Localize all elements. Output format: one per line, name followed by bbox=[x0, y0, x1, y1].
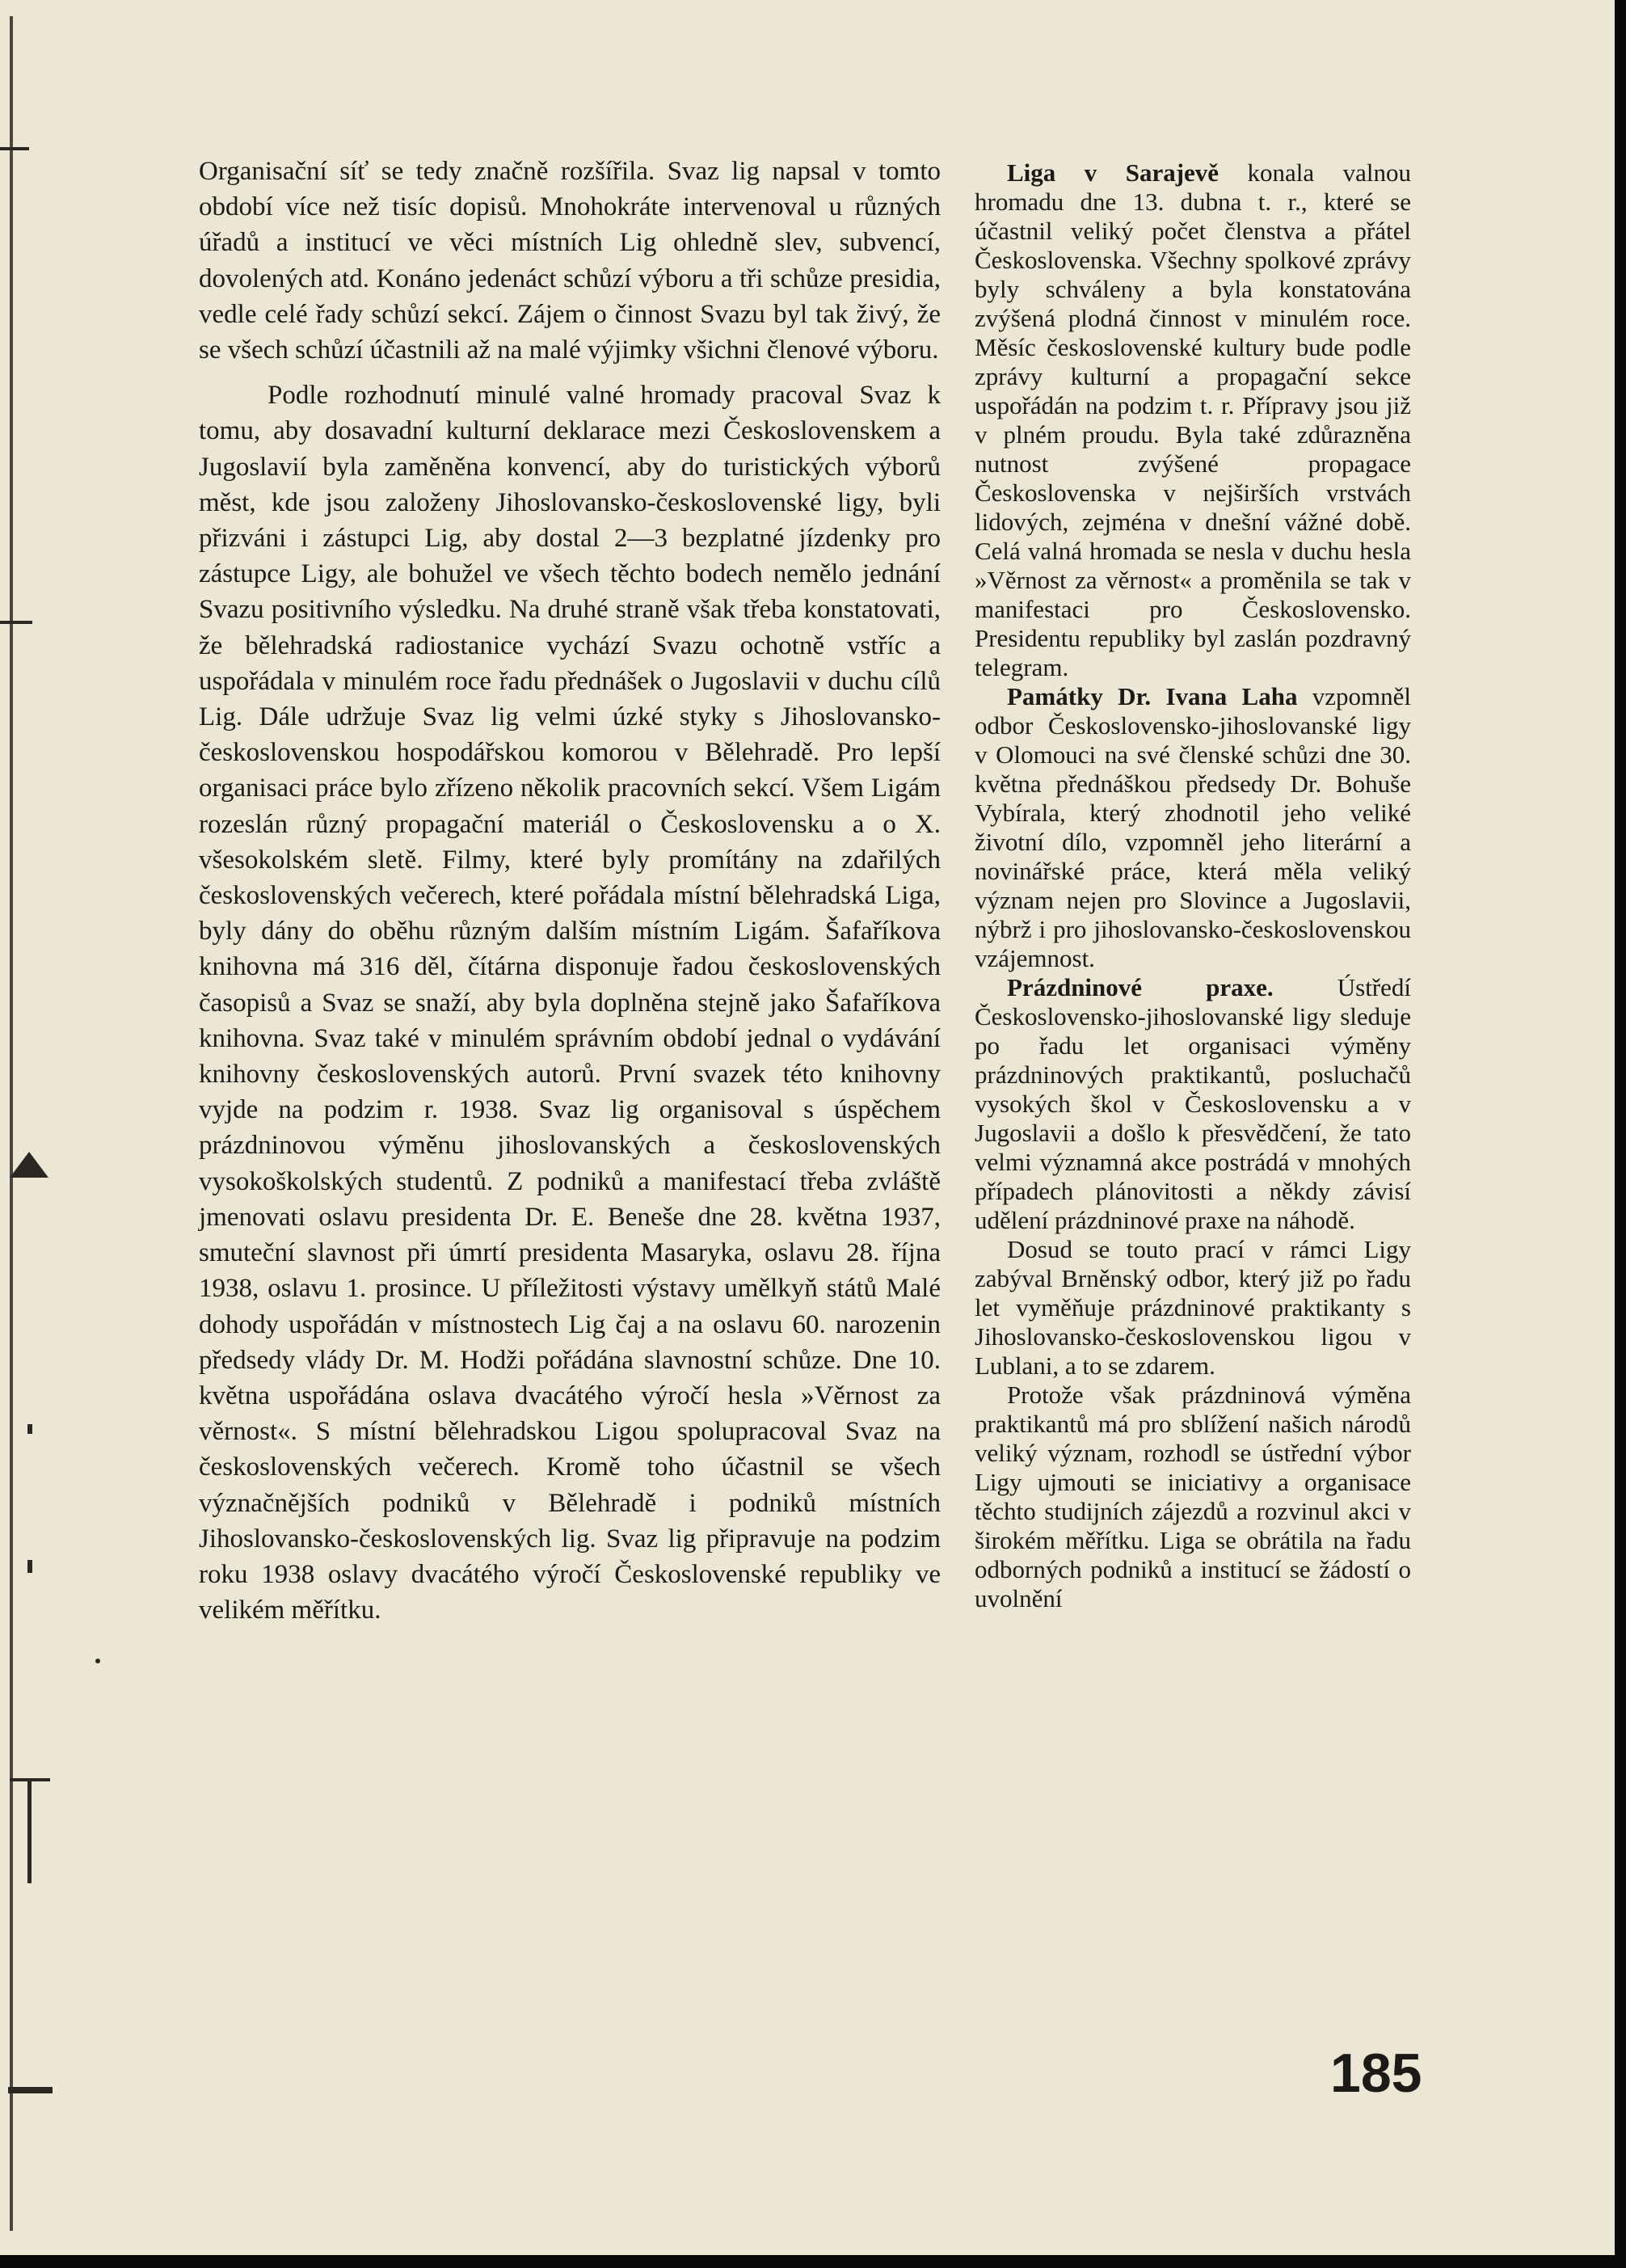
binding-edge-line bbox=[10, 16, 13, 2231]
text-praxe: Ústředí Československo-jihoslovanské ligy sleduje po řadu let organisaci výměny prázdninových praktikantů, posluchačů vysokých škol v Československu a v Jugoslavii a došlo k přesvědčení, že tato velmi významná akce postrádá v mnohých případech plánovitosti a někdy závisí udělení prázdninové praxe na náhodě. bbox=[975, 973, 1412, 1234]
paragraph-activities: Podle rozhodnutí minulé valné hromady pracoval Svaz k tomu, aby dosavadní kulturní deklarace mezi Československem a Jugoslavií byla zaměněna konvencí, aby do turistických výborů měst, kde jsou založeny Jihoslovansko-československé ligy, byli přizváni i zástupci Lig, aby dostal 2—3 bezplatné jízdenky pro zástupce Ligy, ale bohužel ve všech těchto bodech nemělo jednání Svazu positivního výsledku. Na druhé straně však třeba konstatovati, že bělehradská radiostanice vychází Svazu ochotně vstříc a uspořádala v minulém roce řadu přednášek o Jugoslavii v duchu cílů Lig. Dále udržuje Svaz lig velmi úzké styky s Jihoslovansko-československou hospodářskou komorou v Bělehradě. Pro lepší organisaci práce bylo zřízeno několik pracovních sekcí. Všem Ligám rozeslán různý propagační materiál o Československu a o X. všesokolském sletě. Filmy, které byly promítány na zdařilých československých večerech, které pořádala místní bělehradská Liga, byly dány do oběhu různým dalším místním Ligám. Šafaříkova knihovna má 316 děl, čítárna disponuje řadou československých časopisů a Svaz se snaží, aby byla doplněna stejně jako Šafaříkova knihovna. Svaz také v minulém správním období jednal o vydávání knihovny československých autorů. První svazek této knihovny vyjde na podzim r. 1938. Svaz lig organisoval s úspěchem prázdninovou výměnu jihoslovanských a československých vysokoškolských studentů. Z podniků a manifestací třeba zvláště jmenovati oslavu presidenta Dr. E. Beneše dne 28. května 1937, smuteční slavnost při úmrtí presidenta Masaryka, oslavu 28. října 1938, oslavu 1. prosince. U příležitosti výstavy umělkyň států Malé dohody uspořádán v místnostech Lig čaj a na oslavu 60. narozenin předsedy vlády Dr. M. Hodži pořádána slavnostní schůze. Dne 10. května uspořádána oslava dvacátého výročí hesla »Věrnost za věrnost«. S místní bělehradskou Ligou spolupracoval Svaz na československých večerech. Kromě toho účastnil se všech význačnějších podniků v Bělehradě i podniků místních Jihoslovansko-československých lig. Svaz lig připravuje na podzim roku 1938 oslavy dvacátého výročí Československé republiky ve velikém měřítku. bbox=[199, 381, 941, 1625]
heading-laha: Památky Dr. Ivana Laha bbox=[1007, 682, 1298, 710]
binding-mark bbox=[27, 1560, 32, 1573]
binding-triangle-mark bbox=[10, 1152, 48, 1178]
page-number: 185 bbox=[1330, 2042, 1422, 2104]
binding-mark bbox=[27, 1778, 32, 1883]
binding-mark bbox=[27, 1424, 32, 1434]
scan-edge-bottom bbox=[0, 2255, 1626, 2268]
left-column bbox=[199, 154, 941, 1628]
paragraph-laha bbox=[975, 682, 1411, 973]
binding-mark bbox=[8, 2087, 53, 2093]
paragraph-protoze: Protože však prázdninová výměna praktikantů má pro sblížení našich národů veliký význam, rozhodl se ústřední výbor Ligy ujmouti se iniciativy a organisace těchto studijních zájezdů a rozvinul akci v širokém měřítku. Liga se obrátila na řadu odborných podniků a institucí se žádostí o uvolnění bbox=[975, 1381, 1411, 1612]
paragraph-dosud: Dosud se touto prací v rámci Ligy zabýval Brněnský odbor, který již po řadu let vyměňuje prázdninové praktikanty s Jihoslovansko-československou ligou v Lublani, a to se zdarem. bbox=[975, 1235, 1411, 1380]
binding-dot bbox=[95, 1659, 100, 1663]
binding-mark bbox=[0, 621, 32, 624]
right-column bbox=[975, 158, 1411, 1613]
paragraph-organisation: Organisační síť se tedy značně rozšířila. Svaz lig napsal v tomto období více než tisíc dopisů. Mnohokráte intervenoval u různých úřadů a institucí ve věci místních Lig ohledně slev, subvencí, dovolených atd. Konáno jedenáct schůzí výboru a tři schůze presidia, vedle celé řady schůzí sekcí. Zájem o činnost Svazu byl tak živý, že se všech schůzí účastnili až na malé výjimky všichni členové výboru. bbox=[199, 157, 941, 365]
paragraph-praxe bbox=[975, 973, 1411, 1235]
text-laha: vzpomněl odbor Československo-jihoslovanské ligy v Olomouci na své členské schůzi dne 30. května přednáškou předsedy Dr. Bohuše Vybírala, který zhodnotil jeho veliké životní dílo, vzpomněl jeho literární a novinářské práce, která měla veliký význam nejen pro Slovince a Jugoslavii, nýbrž i pro jihoslovansko-československou vzájemnost. bbox=[975, 682, 1411, 972]
binding-mark bbox=[0, 147, 29, 150]
heading-praxe: Prázdninové praxe. bbox=[1007, 973, 1274, 1001]
scan-edge-right bbox=[1615, 0, 1626, 2268]
text-sarajevo: konala valnou hromadu dne 13. dubna t. r., které se účastnil veliký počet členstva a přátel Československa. Všechny spolkové zprávy byly schváleny a byla konstatována zvýšená plodná činnost v minulém roce. Měsíc československé kultury bude podle zprávy kulturní a propagační sekce uspořádán na podzim t. r. Přípravy jsou již v plném proudu. Byla také zdůrazněna nutnost zvýšené propagace Československa v nejširších vrstvách lidových, zejména v dnešní vážné době. Celá valná hromada se nesla v duchu hesla »Věrnost za věrnost« a proměnila se tak v manifestaci pro Československo. Presidentu republiky byl zaslán pozdravný telegram. bbox=[975, 158, 1411, 681]
paragraph-sarajevo bbox=[975, 158, 1411, 682]
heading-sarajevo: Liga v Sarajevě bbox=[1007, 158, 1220, 187]
